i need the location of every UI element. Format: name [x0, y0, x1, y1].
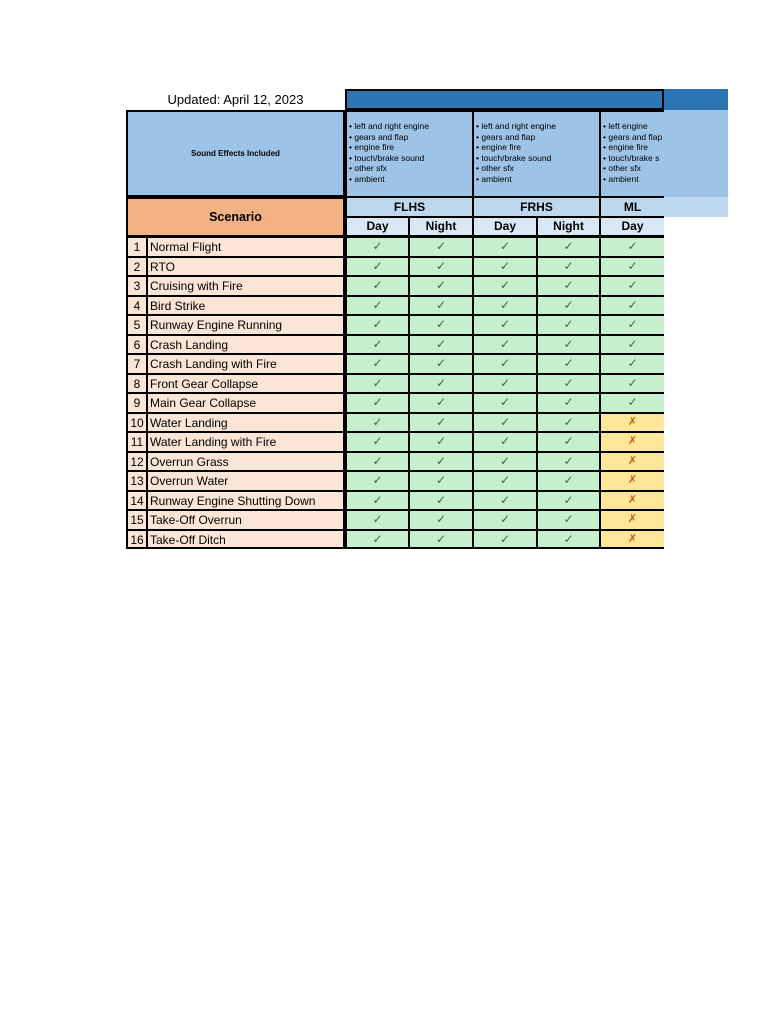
mark-frhs-day-check-icon: ✓ [473, 530, 537, 550]
mark-frhs-day-check-icon: ✓ [473, 296, 537, 316]
sfx-list-flhs [345, 110, 473, 197]
mark-flhs-day-check-icon: ✓ [345, 393, 409, 413]
title-bar-extension [664, 89, 728, 110]
mark-flhs-day-check-icon: ✓ [345, 491, 409, 511]
scenario-name: Water Landing with Fire [147, 432, 345, 452]
group-header-flhs: FLHS [345, 197, 473, 217]
mark-flhs-night-check-icon: ✓ [409, 530, 473, 550]
mark-flhs-night-check-icon: ✓ [409, 315, 473, 335]
mark-flhs-night-check-icon: ✓ [409, 374, 473, 394]
mark-ml-day-check-icon: ✓ [600, 354, 664, 374]
sfx-item: • gears and flap [603, 131, 663, 142]
sfx-item: • engine fire [349, 142, 395, 153]
mark-frhs-day-check-icon: ✓ [473, 471, 537, 491]
mark-ml-day-check-icon: ✓ [600, 374, 664, 394]
mark-frhs-night-check-icon: ✓ [537, 432, 600, 452]
subheader-flhs-day: Day [345, 217, 409, 237]
sfx-item: • engine fire [476, 142, 522, 153]
mark-flhs-night-check-icon: ✓ [409, 257, 473, 277]
mark-flhs-day-check-icon: ✓ [345, 510, 409, 530]
mark-frhs-night-check-icon: ✓ [537, 510, 600, 530]
mark-ml-day-check-icon: ✓ [600, 237, 664, 257]
mark-frhs-day-check-icon: ✓ [473, 315, 537, 335]
mark-frhs-day-check-icon: ✓ [473, 510, 537, 530]
sfx-extension [664, 110, 728, 197]
updated-date: Updated: April 12, 2023 [167, 92, 304, 107]
mark-frhs-night-check-icon: ✓ [537, 491, 600, 511]
row-number: 15 [126, 510, 147, 530]
mark-flhs-day-check-icon: ✓ [345, 276, 409, 296]
scenario-name: Cruising with Fire [147, 276, 345, 296]
mark-ml-day-cross-icon: ✗ [600, 471, 664, 491]
row-number: 2 [126, 257, 147, 277]
row-number: 10 [126, 413, 147, 433]
mark-frhs-day-check-icon: ✓ [473, 491, 537, 511]
scenario-name: Crash Landing with Fire [147, 354, 345, 374]
mark-frhs-day-check-icon: ✓ [473, 237, 537, 257]
mark-frhs-day-check-icon: ✓ [473, 276, 537, 296]
mark-flhs-day-check-icon: ✓ [345, 335, 409, 355]
mark-flhs-night-check-icon: ✓ [409, 296, 473, 316]
sfx-item: • ambient [349, 173, 385, 184]
mark-flhs-day-check-icon: ✓ [345, 432, 409, 452]
row-number: 1 [126, 237, 147, 257]
mark-frhs-night-check-icon: ✓ [537, 296, 600, 316]
mark-ml-day-cross-icon: ✗ [600, 432, 664, 452]
sfx-item: • left and right engine [476, 121, 557, 131]
mark-flhs-night-check-icon: ✓ [409, 335, 473, 355]
mark-frhs-day-check-icon: ✓ [473, 374, 537, 394]
subheader-frhs-day: Day [473, 217, 537, 237]
mark-frhs-night-check-icon: ✓ [537, 276, 600, 296]
mark-flhs-night-check-icon: ✓ [409, 432, 473, 452]
title-bar [345, 89, 664, 110]
sfx-item: • ambient [476, 173, 512, 184]
sfx-item: • gears and flap [349, 131, 409, 142]
mark-frhs-night-check-icon: ✓ [537, 530, 600, 550]
row-number: 6 [126, 335, 147, 355]
mark-flhs-night-check-icon: ✓ [409, 471, 473, 491]
subheader-flhs-night: Night [409, 217, 473, 237]
mark-flhs-day-check-icon: ✓ [345, 413, 409, 433]
subheader-frhs-night: Night [537, 217, 600, 237]
row-number: 4 [126, 296, 147, 316]
row-number: 3 [126, 276, 147, 296]
mark-flhs-night-check-icon: ✓ [409, 237, 473, 257]
sfx-item: • touch/brake s [603, 152, 660, 163]
mark-ml-day-cross-icon: ✗ [600, 452, 664, 472]
mark-frhs-day-check-icon: ✓ [473, 257, 537, 277]
scenario-name: Crash Landing [147, 335, 345, 355]
mark-frhs-night-check-icon: ✓ [537, 237, 600, 257]
sfx-item: • touch/brake sound [349, 152, 425, 163]
row-number: 7 [126, 354, 147, 374]
mark-flhs-night-check-icon: ✓ [409, 491, 473, 511]
sfx-item: • gears and flap [476, 131, 536, 142]
scenario-name: Overrun Water [147, 471, 345, 491]
mark-frhs-night-check-icon: ✓ [537, 393, 600, 413]
row-number: 16 [126, 530, 147, 550]
row-number: 14 [126, 491, 147, 511]
mark-ml-day-check-icon: ✓ [600, 393, 664, 413]
scenario-header: Scenario [126, 197, 345, 237]
row-number: 8 [126, 374, 147, 394]
mark-flhs-day-check-icon: ✓ [345, 296, 409, 316]
scenario-name: Front Gear Collapse [147, 374, 345, 394]
mark-frhs-night-check-icon: ✓ [537, 413, 600, 433]
mark-ml-day-cross-icon: ✗ [600, 510, 664, 530]
row-number: 12 [126, 452, 147, 472]
sfx-list-frhs [473, 110, 600, 197]
scenario-name: Normal Flight [147, 237, 345, 257]
mark-frhs-day-check-icon: ✓ [473, 335, 537, 355]
mark-ml-day-cross-icon: ✗ [600, 413, 664, 433]
mark-frhs-night-check-icon: ✓ [537, 257, 600, 277]
mark-ml-day-cross-icon: ✗ [600, 530, 664, 550]
scenario-name: Take-Off Ditch [147, 530, 345, 550]
mark-frhs-day-check-icon: ✓ [473, 432, 537, 452]
scenario-name: Take-Off Overrun [147, 510, 345, 530]
sound-effects-label: Sound Effects Included [126, 110, 345, 197]
mark-flhs-day-check-icon: ✓ [345, 471, 409, 491]
sfx-item: • other sfx [476, 163, 514, 174]
scenario-name: Runway Engine Shutting Down [147, 491, 345, 511]
mark-frhs-day-check-icon: ✓ [473, 452, 537, 472]
sfx-item: • other sfx [603, 163, 641, 174]
mark-flhs-day-check-icon: ✓ [345, 237, 409, 257]
sfx-item: • ambient [603, 173, 639, 184]
mark-frhs-day-check-icon: ✓ [473, 393, 537, 413]
mark-frhs-night-check-icon: ✓ [537, 452, 600, 472]
mark-ml-day-check-icon: ✓ [600, 276, 664, 296]
mark-frhs-day-check-icon: ✓ [473, 354, 537, 374]
scenario-name: Overrun Grass [147, 452, 345, 472]
mark-flhs-night-check-icon: ✓ [409, 510, 473, 530]
mark-flhs-day-check-icon: ✓ [345, 452, 409, 472]
sfx-list-ml [600, 110, 664, 197]
mark-flhs-night-check-icon: ✓ [409, 393, 473, 413]
sfx-item: • touch/brake sound [476, 152, 552, 163]
group-header-ml: ML [600, 197, 664, 217]
subheader-ml-day: Day [600, 217, 664, 237]
mark-ml-day-check-icon: ✓ [600, 296, 664, 316]
mark-flhs-night-check-icon: ✓ [409, 354, 473, 374]
mark-flhs-night-check-icon: ✓ [409, 413, 473, 433]
mark-flhs-day-check-icon: ✓ [345, 374, 409, 394]
sfx-item: • engine fire [603, 142, 649, 153]
scenario-name: Runway Engine Running [147, 315, 345, 335]
scenario-name: Main Gear Collapse [147, 393, 345, 413]
mark-flhs-day-check-icon: ✓ [345, 257, 409, 277]
sfx-item: • left and right engine [349, 121, 430, 131]
scenario-name: RTO [147, 257, 345, 277]
mark-flhs-night-check-icon: ✓ [409, 452, 473, 472]
mark-ml-day-check-icon: ✓ [600, 315, 664, 335]
row-number: 5 [126, 315, 147, 335]
mark-flhs-day-check-icon: ✓ [345, 530, 409, 550]
mark-frhs-night-check-icon: ✓ [537, 335, 600, 355]
mark-frhs-day-check-icon: ✓ [473, 413, 537, 433]
row-number: 9 [126, 393, 147, 413]
mark-frhs-night-check-icon: ✓ [537, 354, 600, 374]
group-header-frhs: FRHS [473, 197, 600, 217]
mark-flhs-day-check-icon: ✓ [345, 315, 409, 335]
mark-ml-day-check-icon: ✓ [600, 257, 664, 277]
mark-flhs-day-check-icon: ✓ [345, 354, 409, 374]
row-number: 11 [126, 432, 147, 452]
mark-frhs-night-check-icon: ✓ [537, 374, 600, 394]
scenario-name: Water Landing [147, 413, 345, 433]
group-header-extension [664, 197, 728, 217]
mark-flhs-night-check-icon: ✓ [409, 276, 473, 296]
scenario-name: Bird Strike [147, 296, 345, 316]
row-number: 13 [126, 471, 147, 491]
mark-ml-day-check-icon: ✓ [600, 335, 664, 355]
sfx-item: • other sfx [349, 163, 387, 174]
mark-frhs-night-check-icon: ✓ [537, 471, 600, 491]
mark-frhs-night-check-icon: ✓ [537, 315, 600, 335]
sfx-item: • left engine [603, 121, 648, 131]
mark-ml-day-cross-icon: ✗ [600, 491, 664, 511]
